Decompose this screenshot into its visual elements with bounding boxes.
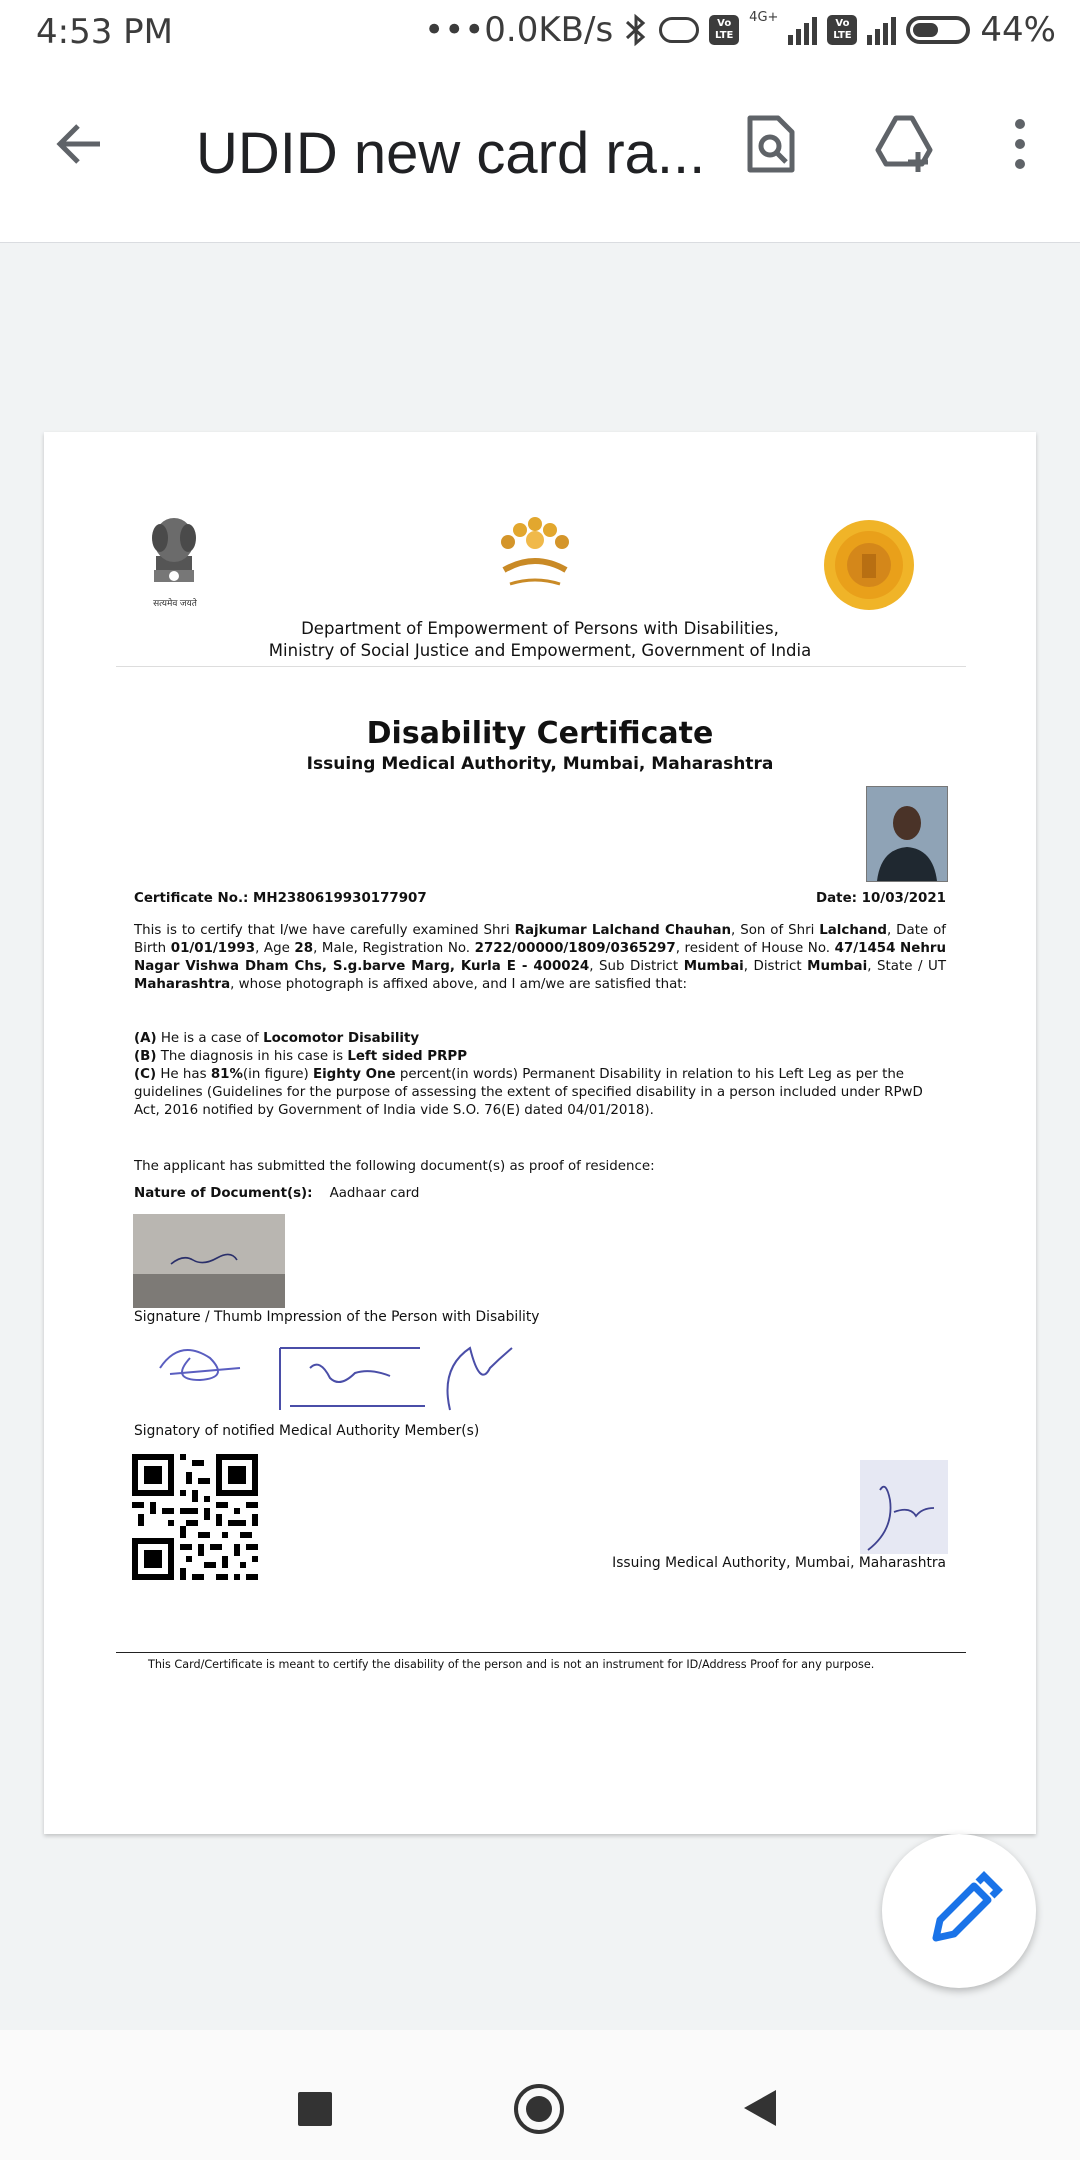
disability-type: Locomotor Disability: [263, 1031, 420, 1046]
volte-icon-2: Vo LTE: [827, 15, 857, 45]
para-text: , Sub District: [589, 959, 684, 974]
para-text: , Male, Registration No.: [313, 941, 475, 956]
diagnosis: Left sided PRPP: [347, 1049, 468, 1064]
find-in-page-icon[interactable]: [740, 112, 804, 176]
more-vert-icon[interactable]: [988, 112, 1052, 176]
emblem-caption: सत्यमेव जयते: [153, 598, 197, 608]
status-bar: [0, 0, 1080, 66]
signature-caption: Signature / Thumb Impression of the Person with Disability: [134, 1309, 540, 1325]
network-type: 4G+: [749, 10, 779, 25]
department-header: [44, 618, 1036, 662]
footer-note: This Card/Certificate is meant to certify the disability of the person and is not an instrument for ID/Address Proof for any purpose.: [148, 1658, 875, 1671]
battery-icon: [906, 16, 970, 44]
nature-label: Nature of Document(s):: [134, 1186, 313, 1201]
para-text: , Age: [255, 941, 295, 956]
signal-icon: [788, 15, 817, 45]
item-c-label: (C): [134, 1067, 157, 1082]
disability-details: [134, 1030, 946, 1120]
para-text: , resident of House No.: [675, 941, 835, 956]
item-b-text: The diagnosis in his case is: [156, 1049, 348, 1064]
item-a-text: He is a case of: [156, 1031, 264, 1046]
house-number: 47/1454: [834, 941, 896, 956]
home-circle-icon[interactable]: [514, 2084, 564, 2134]
para-text: , District: [743, 959, 808, 974]
back-triangle-icon[interactable]: [742, 2088, 778, 2128]
item-a: [134, 1030, 946, 1048]
app-bar: [0, 66, 1080, 243]
status-icons: [424, 10, 1056, 50]
document-title: UDID new card ra...: [196, 121, 706, 186]
para-text: , Date of Birth: [134, 923, 946, 956]
nature-value: Aadhaar card: [329, 1186, 420, 1201]
system-nav-bar: [0, 2030, 1080, 2160]
medical-authority-signatures: [140, 1328, 580, 1424]
disability-percent: 81%: [210, 1067, 243, 1082]
signatory-caption: Signatory of notified Medical Authority Member(s): [134, 1423, 480, 1439]
father-name: Lalchand: [819, 923, 888, 938]
recents-square-icon[interactable]: [298, 2092, 332, 2126]
bluetooth-icon: [623, 13, 649, 47]
certificate-number: Certificate No.: MH2380619930177907: [134, 891, 427, 906]
proof-of-residence-text: The applicant has submitted the following document(s) as proof of residence:: [134, 1159, 655, 1174]
registration-number: 2722/00000/1809/0365297: [474, 941, 676, 956]
district: Mumbai: [807, 959, 868, 974]
volte-icon: Vo LTE: [709, 15, 739, 45]
age: 28: [294, 941, 314, 956]
item-c-text: (in figure): [242, 1067, 313, 1082]
item-a-label: (A): [134, 1031, 157, 1046]
para-text: , State / UT: [867, 959, 946, 974]
item-c-text: He has: [156, 1067, 211, 1082]
para-text: This is to certify that I/we have carefully examined Shri: [134, 923, 515, 938]
department-line-2: Ministry of Social Justice and Empowerment, Government of India: [268, 641, 812, 660]
para-text: , whose photograph is affixed above, and I am/we are satisfied that:: [230, 977, 688, 992]
issuing-authority-signature: [860, 1460, 948, 1554]
applicant-signature-image: [133, 1214, 285, 1308]
applicant-name: Rajkumar Lalchand Chauhan: [514, 923, 732, 938]
add-to-drive-icon[interactable]: [872, 112, 936, 176]
item-c: [134, 1066, 946, 1120]
certificate-subtitle: Issuing Medical Authority, Mumbai, Maharashtra: [306, 754, 774, 774]
sub-district: Mumbai: [683, 959, 744, 974]
national-emblem-logo: [146, 516, 202, 606]
vibrate-icon: [659, 17, 699, 43]
sugamya-bharat-logo: [490, 512, 580, 596]
network-speed: •••0.0KB/s: [424, 10, 614, 50]
item-b-label: (B): [134, 1049, 157, 1064]
maharashtra-seal-logo: [822, 518, 916, 612]
disability-percent-words: Eighty One: [312, 1067, 396, 1082]
certificate-title: Disability Certificate: [366, 716, 714, 751]
pdf-page[interactable]: [44, 432, 1036, 1834]
certificate-date: Date: 10/03/2021: [816, 891, 946, 906]
edit-fab-button[interactable]: [882, 1834, 1036, 1988]
certification-paragraph: [134, 922, 946, 994]
signal-icon-2: [867, 15, 896, 45]
back-arrow-icon[interactable]: [50, 114, 110, 174]
applicant-photo: [866, 786, 948, 882]
nature-of-document: [134, 1185, 419, 1203]
qr-code: [132, 1454, 258, 1580]
department-line-1: Department of Empowerment of Persons with Disabilities,: [301, 619, 779, 638]
issuing-authority-caption: Issuing Medical Authority, Mumbai, Maharashtra: [612, 1555, 946, 1571]
status-time: 4:53 PM: [36, 12, 173, 52]
item-b: [134, 1048, 946, 1066]
footer-divider: [116, 1652, 966, 1653]
address: Nehru Nagar Vishwa Dham Chs, S.g.barve Marg, Kurla E - 400024: [134, 941, 946, 974]
para-text: , Son of Shri: [731, 923, 820, 938]
state: Maharashtra: [134, 977, 231, 992]
battery-percent: 44%: [980, 10, 1056, 50]
header-divider: [116, 666, 966, 667]
edit-pencil-icon: [882, 1834, 1036, 1988]
date-of-birth: 01/01/1993: [170, 941, 256, 956]
item-c-text: percent(in words) Permanent Disability in relation to his Left Leg as per the guidelines (Guidelines for the purpose of assessing the extent of specified disability in a person included under RPwD Act, 2016 notified by Government of India vide S.O. 76(E) dated 04/01/2018).: [134, 1067, 923, 1118]
